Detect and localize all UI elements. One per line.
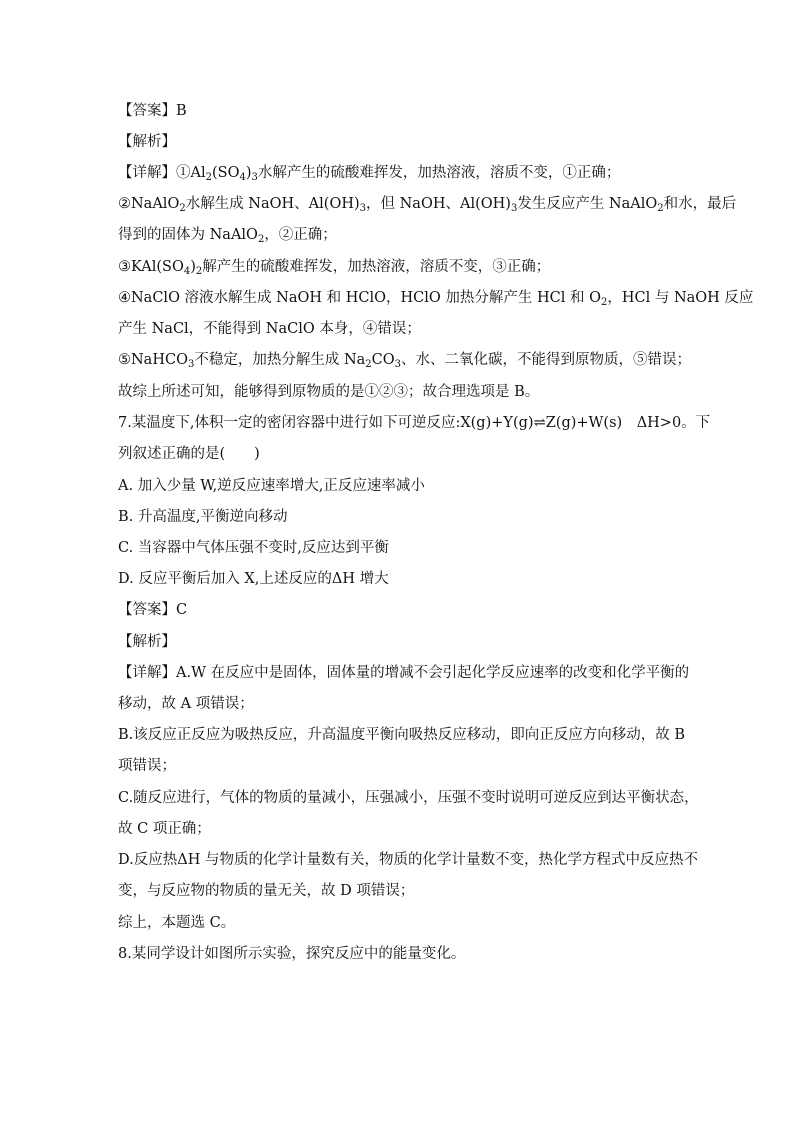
- q6-summary: 故综上所述可知，能够得到原物质的是①②③；故合理选项是 B。: [118, 384, 540, 400]
- q6-detail-line-6: 产生 NaCl，不能得到 NaClO 本身，④错误；: [118, 321, 421, 337]
- q6-detail-line-4: $③KAl(SO_4)_2$解产生的硫酸难挥发，加热溶液，溶质不变，③正确；: [118, 259, 551, 277]
- q7-stem-line-2: 列叙述正确的是( ): [118, 446, 260, 462]
- q7-detail-line-1: 【详解】A.W 在反应中是固体，固体量的增减不会引起化学反应速率的改变和化学平衡的: [118, 665, 690, 681]
- q7-stem-line-1: 7.某温度下,体积一定的密闭容器中进行如下可逆反应:X(g)+Y(g)⇌Z(g)+W(s) ΔH>0。下: [118, 415, 711, 431]
- q7-option-b: B. 升高温度,平衡逆向移动: [118, 509, 288, 525]
- q7-analysis-heading: 【解析】: [118, 634, 176, 650]
- q7-answer: [118, 600, 678, 620]
- q6-detail-line-3: 得到的固体为 NaAlO$_2$，②正确；: [118, 227, 337, 245]
- q7-detail-line-8: 变，与反应物的物质的量无关，故 D 项错误；: [118, 883, 415, 899]
- q6-detail-line-7: ⑤NaHCO$_3$不稳定，加热分解生成 $Na_2CO_3$、水、二氧化碳，不能得到原物质，⑤错误；: [118, 352, 692, 370]
- q6-analysis-heading: 【解析】: [118, 134, 176, 150]
- q7-summary: 综上，本题选 C。: [118, 915, 236, 931]
- answer-label: 【答案】: [118, 602, 176, 618]
- q6-answer: [118, 101, 678, 121]
- q8-stem: 8.某同学设计如图所示实验，探究反应中的能量变化。: [118, 946, 466, 962]
- q7-detail-line-5: C.随反应进行，气体的物质的量减小，压强减小，压强不变时说明可逆反应到达平衡状态，: [118, 790, 699, 806]
- q6-detail-line-5: ④NaClO 溶液水解生成 NaOH 和 HClO，HClO 加热分解产生 HCl 和 $O_2$，HCl 与 NaOH 反应: [118, 290, 754, 308]
- q7-detail-line-2: 移动，故 A 项错误；: [118, 696, 254, 712]
- q7-detail-line-6: 故 C 项正确；: [118, 821, 211, 837]
- q6-detail-line-1: 【详解】$①Al_2(SO_4)_3$水解产生的硫酸难挥发，加热溶液，溶质不变，①正确；: [118, 165, 621, 183]
- q7-option-c: C. 当容器中气体压强不变时,反应达到平衡: [118, 540, 389, 556]
- answer-value: B: [176, 103, 187, 119]
- answer-value: C: [176, 602, 188, 618]
- q7-option-a: A. 加入少量 W,逆反应速率增大,正反应速率减小: [118, 478, 425, 494]
- q7-option-d: D. 反应平衡后加入 X,上述反应的ΔH 增大: [118, 571, 389, 587]
- q7-detail-line-7: D.反应热ΔH 与物质的化学计量数有关，物质的化学计量数不变，热化学方程式中反应热不: [118, 852, 698, 868]
- q7-detail-line-4: 项错误；: [118, 758, 176, 774]
- q7-detail-line-3: B.该反应正反应为吸热反应，升高温度平衡向吸热反应移动，即向正反应方向移动，故 B: [118, 727, 686, 743]
- q6-detail-line-2: ②NaAlO$_2$水解生成 NaOH、$Al(OH)_3$，但 NaOH、$Al(OH)_3$发生反应产生 NaAlO$_2$和水，最后: [118, 196, 737, 214]
- answer-label: 【答案】: [118, 103, 176, 119]
